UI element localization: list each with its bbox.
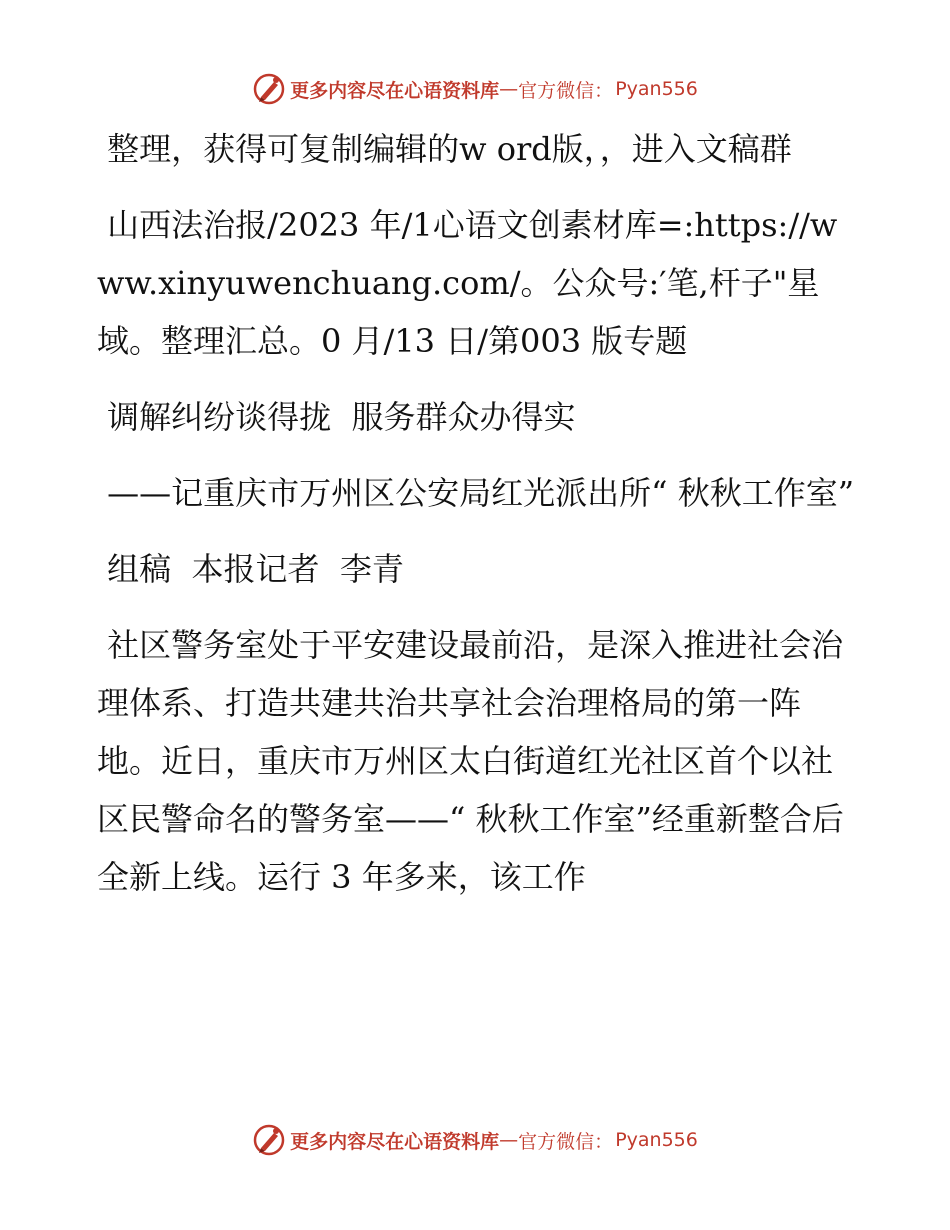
watermark-dash: — [499,1129,519,1151]
footer-watermark [0,1122,950,1158]
header-watermark [0,71,950,107]
watermark-wechat-id: Pyan556 [615,78,698,100]
watermark-brand: 更多内容尽在心语资料库 [290,1130,500,1153]
watermark-wechat-label: 官方微信： [518,79,614,102]
article-byline: 组稿 本报记者 李青 [97,550,404,588]
source-paragraph: 山西法治报/2023 年/1心语文创素材库=:https://www.xinyuwenchuang.com/。公众号:′笔,杆子"星域。整理汇总。0 月/13 日/第003 版专题 [97,206,838,360]
watermark-wechat-id: Pyan556 [615,1129,698,1151]
document-body [97,120,857,924]
pen-circle-logo-icon [252,72,286,106]
body-paragraph: 社区警务室处于平安建设最前沿，是深入推进社会治理体系、打造共建共治共享社会治理格局的第一阵地。近日，重庆市万州区太白街道红光社区首个以社区民警命名的警务室——“ 秋秋工作室”经重新整合后全新上线。运行 3 年多来，该工作 [97,626,844,896]
pen-circle-logo-icon [252,1123,286,1157]
watermark-brand: 更多内容尽在心语资料库 [290,79,500,102]
article-subtitle: ——记重庆市万州区公安局红光派出所“ 秋秋工作室” [97,474,855,512]
article-headline: 调解纠纷谈得拢 服务群众办得实 [97,398,576,436]
watermark-wechat-label: 官方微信： [518,1130,614,1153]
watermark-dash: — [499,78,519,100]
intro-paragraph: 整理，获得可复制编辑的w ord版，，进入文稿群 [97,130,792,168]
